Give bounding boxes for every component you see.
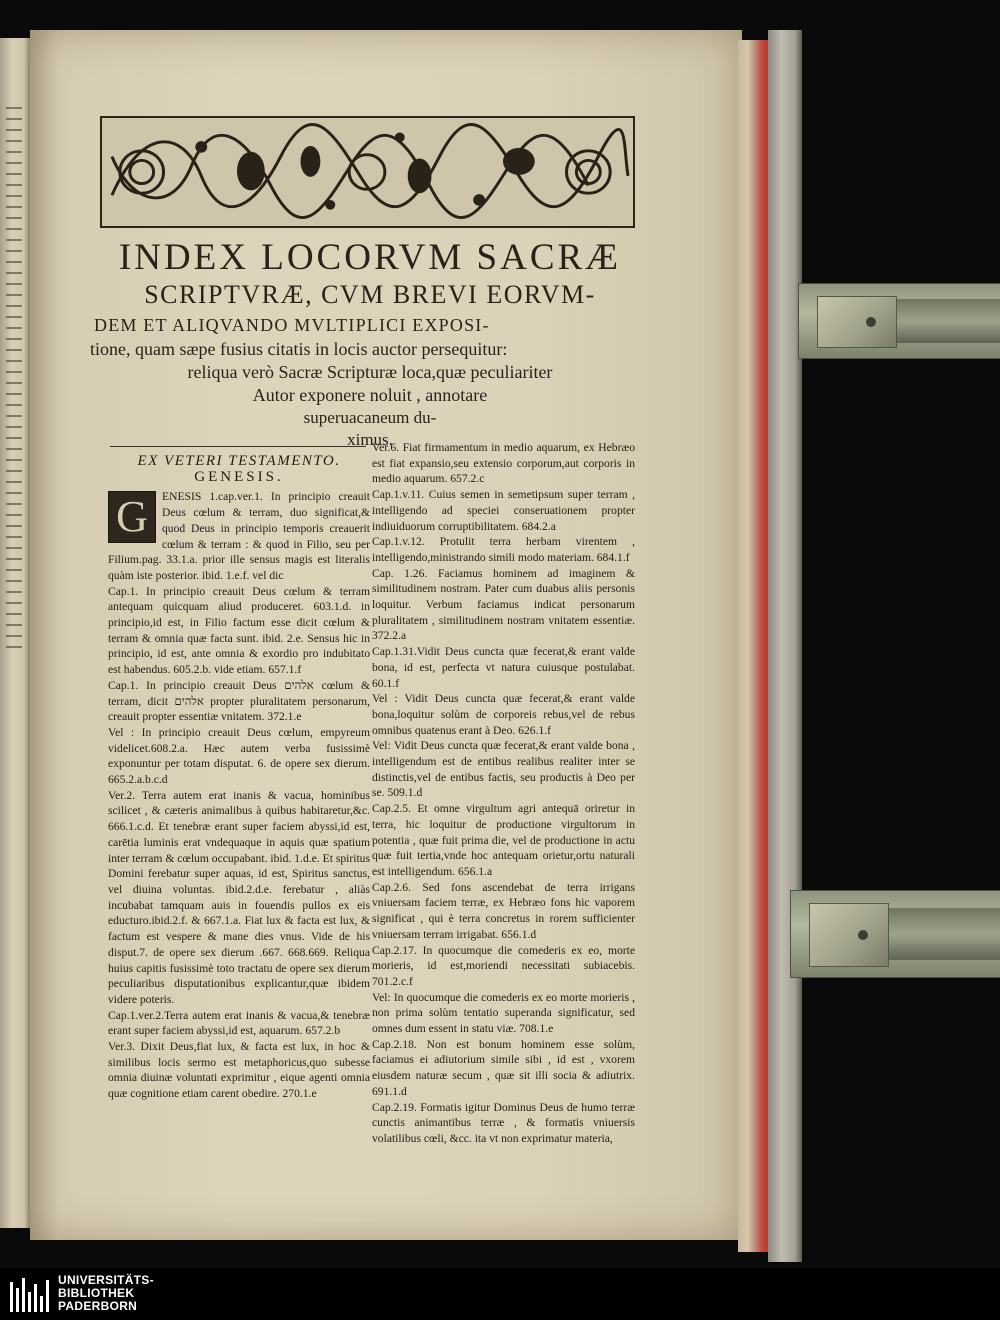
index-entry: Cap.1.31.Vidit Deus cuncta quæ fecerat,& erant valde bona, id est, perfecta vt natura cuiusque postulabat. 60.1.f <box>372 645 635 690</box>
index-entry: Cap.1. In principio creauit Deus אלהים cœlum & terram, dicit אלהים propter pluralitatem personarum, creauit propter essentiæ vnitatem. 372.1.e <box>108 678 370 724</box>
decorative-headpiece <box>100 116 635 228</box>
library-name: UNIVERSITÄTS- BIBLIOTHEK PADERBORN <box>58 1273 154 1313</box>
index-entry: Cap.2.6. Sed fons ascendebat de terra irrigans vniuersam faciem terræ, ex Hebræo fons hic vaporem significat , qui è terra concretus in rorem sufficienter vniuersam terram irrigabat. 656.1.d <box>372 880 635 941</box>
title-line-3: DEM ET ALIQVANDO MVLTIPLICI EXPOSI- <box>94 315 490 335</box>
left-page-edge <box>0 38 30 1228</box>
index-entry: Cap.1.v.11. Cuius semen in semetipsum super terram , intelligendo ad speciei conseruationem propter indiuiduorum corruptibilitatem. 684.2.a <box>372 488 635 533</box>
index-entry: Cap. 1.26. Faciamus hominem ad imaginem & similitudinem nostram. Pater cum duabus aliis personis loquitur. Verbum faciamus indicat personarum pluralitatem , similitudinem nostram vnitatem essentiæ. 372.2.a <box>372 566 635 643</box>
title-line-6: Autor exponere noluit , annotare <box>252 385 488 405</box>
book-cover <box>768 30 802 1262</box>
index-entry: Cap.1.ver.2.Terra autem erat inanis & vacua,& tenebræ erant super faciem abyssi,id est, aquarum. 657.2.b <box>108 1008 370 1038</box>
title-line-4: tione, quam sæpe fusius citatis in locis auctor persequitur: <box>90 339 508 359</box>
index-entry: Cap.1. In principio creauit Deus cœlum & terram antequam quicquam aliud produceret. 603.1.d. in principio,id est, in Filio factum esse dicit cœlum & terram & omnia quæ facta sunt. ibid. 2.e. Sensus hic in principio, id est, ante omnia & exordio pro indubitato est habendus. 605.2.b. vide etiam. 657.1.f <box>108 584 370 677</box>
index-title <box>90 236 650 451</box>
index-entry: Vel : In principio creauit Deus cœlum, empyreum videlicet.608.2.a. Hæc autem verba fusissimè exponuntur per totam disputat. 6. de opere sex dierum. 665.2.a.b.c.d <box>108 725 370 787</box>
index-entry: Vel : Vidit Deus cuncta quæ fecerat,& erant valde bona,loquitur solùm de corporeis rebus,vel de rebus omnibus quatenus erant à Deo. 626.1.f <box>372 692 635 737</box>
index-entry: Ver.6. Fiat firmamentum in medio aquarum, ex Hebræo est fiat expansio,seu extensio corporum,aut corporis in medio aquarum. 657.2.c <box>372 441 635 486</box>
right-column <box>372 440 635 1147</box>
library-logo-icon <box>10 1276 50 1312</box>
index-entry: Cap.2.17. In quocumque die comederis ex eo, morte morieris, id est,moriendi necessitati subiacebis. 701.2.c.f <box>372 943 635 988</box>
left-column <box>108 454 370 1102</box>
index-entry: Vel: Vidit Deus cuncta quæ fecerat,& erant valde bona , intelligendum est de entibus realibus realiter inter se distinctis,vel de entibus factis, seu productis à Deo per se. 509.1.d <box>372 739 635 800</box>
book-heading: GENESIS. <box>194 468 284 485</box>
index-entry: Cap.2.18. Non est bonum hominem esse solùm, faciamus ei adiutorium simile sibi , id est , vxorem eiusdem naturæ secum , quæ sit illi socia & adiutrix. 691.1.d <box>372 1037 635 1098</box>
library-footer <box>0 1268 1000 1320</box>
index-entry: Ver.2. Terra autem erat inanis & vacua, hominibus scilicet , & cæteris animalibus à quibus habitaretur,&c. 666.1.c.d. Et tenebræ erant super faciem abyssi,id est, carētia luminis erat vndequaque in aquis quæ spatium inter terram & cœlum occupabant. ibid. 1.d.e. Et spiritus Domini ferebatur super aquas, id est, Spiritus sanctus, vel diuina voluntas. ibid.2.d.e. ferebatur , aliàs incubabat tamquam auis in fouendis pullos ex eis educturo.ibid.2.f. & 667.1.a. Fiat lux & facta est lux, & factum est vespere & mane dies vnus. Vide de his disput.7. de opere sex dierum .667. 668.669. Reliqua huius capitis fusissimè toto tractatu de opere sex dierum peculiaribus disputationibus explicantur,quæ ibidem videre poteris. <box>108 788 370 1006</box>
title-line-2: SCRIPTVRÆ, CVM BREVI EORVM- <box>144 280 596 309</box>
title-line-8: ximus. <box>347 430 393 449</box>
clasp-bottom <box>790 890 1000 978</box>
drop-cap: G <box>108 491 156 543</box>
page-edge-red <box>738 40 770 1252</box>
clasp-top <box>798 283 1000 359</box>
index-entry: Cap.2.19. Formatis igitur Dominus Deus de humo terræ cunctis animantibus terræ , & formatis vniuersis volatilibus cœli, &cc. ita vt non exprimatur materia, <box>372 1100 635 1145</box>
section-rule <box>110 446 366 447</box>
title-line-1: INDEX LOCORVM SACRÆ <box>118 237 622 278</box>
index-entry: Vel: In quocumque die comederis ex eo morte morieris , non prima solùm tentatio superanda significatur, sed omnes dum essent in statu viæ. 708.1.e <box>372 990 635 1036</box>
index-entry: Cap.1.v.12. Protulit terra herbam virentem , intelligendo,ministrando simili modo materiam. 684.1.f <box>372 535 635 564</box>
index-entry: G ENESIS 1.cap.ver.1. In principio creauit Deus cœlum & terram, duo significat,& quod Deus in principio temporis creauerit cœlum & terram : & quod in Filio, seu per Filium.pag. 33.1.a. prior ille sensus magis est literalis quàm iste posterior. ibid. 1.e.f. vel dic <box>108 490 370 582</box>
index-entry: Cap.2.5. Et omne virgultum agri antequā oriretur in terra, hic loquitur de productione virgultorum in potentia , quæ fuit prima die, vel de productione in actu quæ fuit tertia,vnde hoc antequam orietur,ortu naturali est intelligendum. 656.1.a <box>372 802 635 878</box>
title-line-5: reliqua verò Sacræ Scripturæ loca,quæ peculiariter <box>187 362 553 382</box>
title-line-7: superuacaneum du- <box>303 408 437 427</box>
index-entry: Ver.3. Dixit Deus,fiat lux, & facta est lux, in hoc & similibus locis sermo est metaphoricus,quo subesse omnia diuinæ voluntati exprimitur , eique agenti omnia quæ cognitione etiam carent obedire. 270.1.e <box>108 1040 370 1101</box>
section-heading: EX VETERI TESTAMENTO. <box>137 453 341 469</box>
